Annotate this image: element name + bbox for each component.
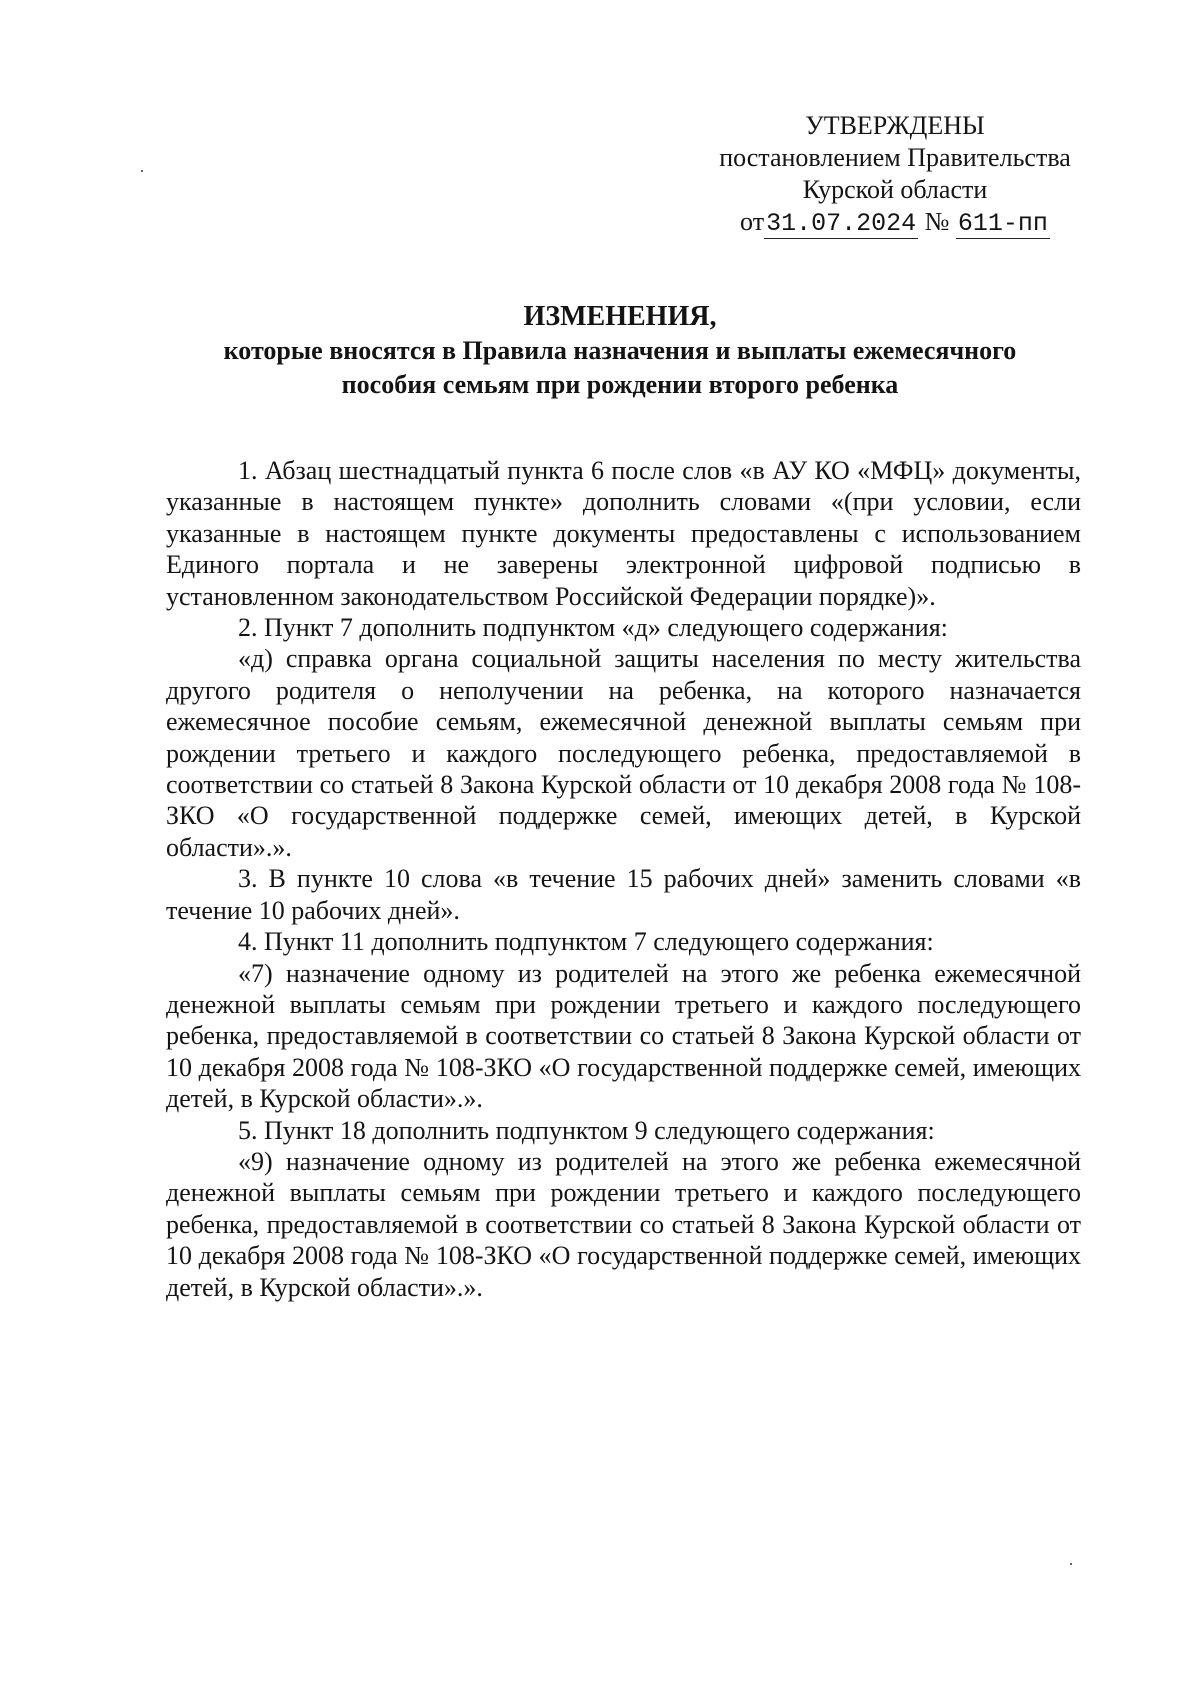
scan-speck xyxy=(141,170,143,172)
number-prefix: № xyxy=(924,207,950,236)
document-title xyxy=(160,300,1080,402)
paragraph-5: 4. Пункт 11 дополнить подпунктом 7 следующего содержания: xyxy=(238,927,934,957)
approval-number: 611-пп xyxy=(957,209,1048,238)
title-subtitle-1: которые вносятся в Правила назначения и выплаты ежемесячного xyxy=(223,336,1017,365)
approval-date-line xyxy=(700,206,1090,240)
title-subtitle-2: пособия семьям при рождении второго ребенка xyxy=(341,370,899,399)
approval-title: УТВЕРЖДЕНЫ xyxy=(805,111,985,140)
date-prefix: от xyxy=(740,207,765,236)
approval-issuer: постановлением Правительства xyxy=(719,143,1071,172)
paragraph-3: «д) справка органа социальной защиты населения по месту жительства другого родителя о неполучении на ребенка, на которого назначается ежемесячное пособие семьям, ежемесячной денежной выплаты семьям при рождении третьего и каждого последующего ребенка, предоставляемой в соответствии со статьей 8 Закона Курской области от 10 декабря 2008 года № 108-ЗКО «О государственной поддержке семей, имеющих детей, в Курской области».». xyxy=(166,644,1081,862)
paragraph-7: 5. Пункт 18 дополнить подпунктом 9 следующего содержания: xyxy=(238,1115,935,1145)
paragraph-1: 1. Абзац шестнадцатый пункта 6 после слов «в АУ КО «МФЦ» документы, указанные в настоящем пункте» дополнить словами «(при условии, если указанные в настоящем пункте документы предоставлены с использованием Единого портала и не заверены электронной цифровой подписью в установленном законодательством Российской Федерации порядке)». xyxy=(166,456,1081,611)
paragraph-2: 2. Пункт 7 дополнить подпунктом «д» следующего содержания: xyxy=(238,613,948,643)
approval-region: Курской области xyxy=(802,175,988,204)
paragraph-4: 3. В пункте 10 слова «в течение 15 рабочих дней» заменить словами «в течение 10 рабочих дней». xyxy=(166,864,1081,925)
scan-speck xyxy=(1070,1563,1072,1565)
document-body xyxy=(166,455,1081,1303)
paragraph-8: «9) назначение одному из родителей на этого же ребенка ежемесячной денежной выплаты семьям при рождении третьего и каждого последующего ребенка, предоставляемой в соответствии со статьей 8 Закона Курской области от 10 декабря 2008 года № 108-ЗКО «О государственной поддержке семей, имеющих детей, в Курской области».». xyxy=(166,1146,1081,1302)
approval-date: 31.07.2024 xyxy=(766,209,917,238)
title-heading: ИЗМЕНЕНИЯ, xyxy=(523,301,717,332)
paragraph-6: «7) назначение одному из родителей на этого же ребенка ежемесячной денежной выплаты семьям при рождении третьего и каждого последующего ребенка, предоставляемой в соответствии со статьей 8 Закона Курской области от 10 декабря 2008 года № 108-ЗКО «О государственной поддержке семей, имеющих детей, в Курской области».». xyxy=(166,958,1081,1114)
approval-block xyxy=(700,110,1090,240)
